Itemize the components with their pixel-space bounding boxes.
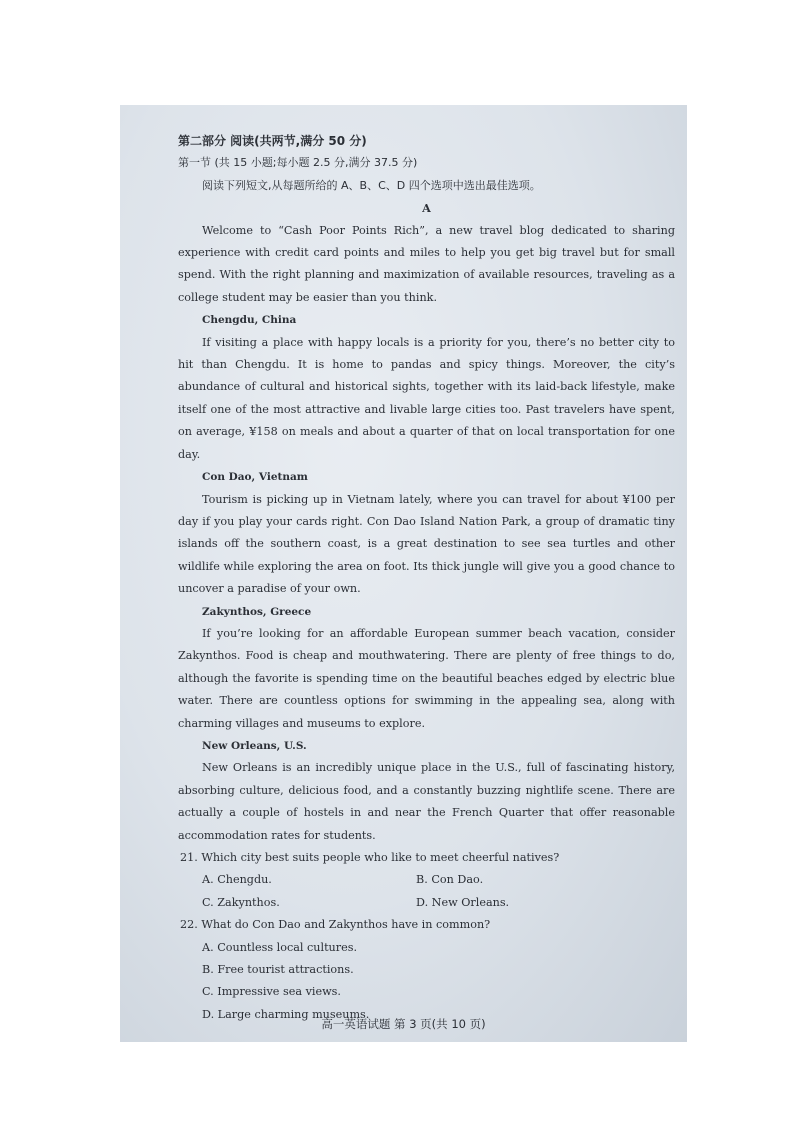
place-paragraph: If you’re looking for an affordable European summer beach vacation, consider Zakynthos. Food is cheap and mouthwatering. There are plenty of free things to do, although the favorite is spending time on the beautiful beaches edged by electric blue water. There are countless options for swimming in the appealing sea, along with charming villages and museums to explore.	[178, 626, 675, 730]
section-title: 第二部分 阅读(共两节,满分 50 分)	[178, 134, 367, 148]
option-c: C. Zakynthos.	[202, 895, 280, 909]
option-a: A. Chengdu.	[202, 873, 272, 887]
page-footer: 高一英语试题 第 3 页(共 10 页)	[321, 1017, 486, 1031]
question-stem: 22. What do Con Dao and Zakynthos have in common?	[180, 918, 491, 932]
question-options	[178, 937, 675, 1027]
place-heading: New Orleans, U.S.	[202, 739, 307, 752]
question-stem: 21. Which city best suits people who like to meet cheerful natives?	[180, 851, 560, 864]
place-heading: Zakynthos, Greece	[202, 605, 312, 618]
place-heading: Chengdu, China	[202, 314, 297, 327]
passage-letter: A	[422, 201, 431, 216]
place-paragraph: New Orleans is an incredibly unique place in the U.S., full of fascinating history, absorbing culture, delicious food, and a constantly buzzing nightlife scene. There are actually a couple of hostels in and near the French Quarter that offer reasonable accommodation rates for students.	[178, 761, 675, 842]
section-instruction: 阅读下列短文,从每题所给的 A、B、C、D 四个选项中选出最佳选项。	[202, 178, 541, 192]
section-subtitle: 第一节 (共 15 小题;每小题 2.5 分,满分 37.5 分)	[178, 156, 418, 170]
option-c: C. Impressive sea views.	[202, 985, 341, 999]
passage-intro: Welcome to “Cash Poor Points Rich”, a new travel blog dedicated to sharing experience with credit card points and miles to help you get big travel but for small spend. With the right planning and maximization of available resources, traveling as a college student may be easier than you think.	[178, 223, 675, 304]
place-paragraph: Tourism is picking up in Vietnam lately, where you can travel for about ¥100 per day if you play your cards right. Con Dao Island Nation Park, a group of dramatic tiny islands off the southern coast, is a great destination to see sea turtles and other wildlife while exploring the area on foot. Its thick jungle will give you a good chance to uncover a paradise of your own.	[178, 492, 675, 596]
page-content	[178, 130, 675, 1026]
option-b: B. Con Dao.	[416, 873, 484, 887]
option-d: D. Large charming museums.	[202, 1007, 370, 1021]
place-heading: Con Dao, Vietnam	[202, 471, 308, 484]
option-b: B. Free tourist attractions.	[202, 963, 354, 977]
option-a: A. Countless local cultures.	[202, 940, 358, 954]
option-d: D. New Orleans.	[416, 895, 510, 909]
place-paragraph: If visiting a place with happy locals is a priority for you, there’s no better city to hit than Chengdu. It is home to pandas and spicy things. Moreover, the city’s abundance of cultural and historical sights, together with its laid-back lifestyle, make itself one of the most attractive and livable large cities too. Past travelers have spent, on average, ¥158 on meals and about a quarter of that on local transportation for one day.	[178, 335, 675, 461]
scanned-page	[120, 105, 687, 1042]
question-options	[178, 869, 675, 914]
